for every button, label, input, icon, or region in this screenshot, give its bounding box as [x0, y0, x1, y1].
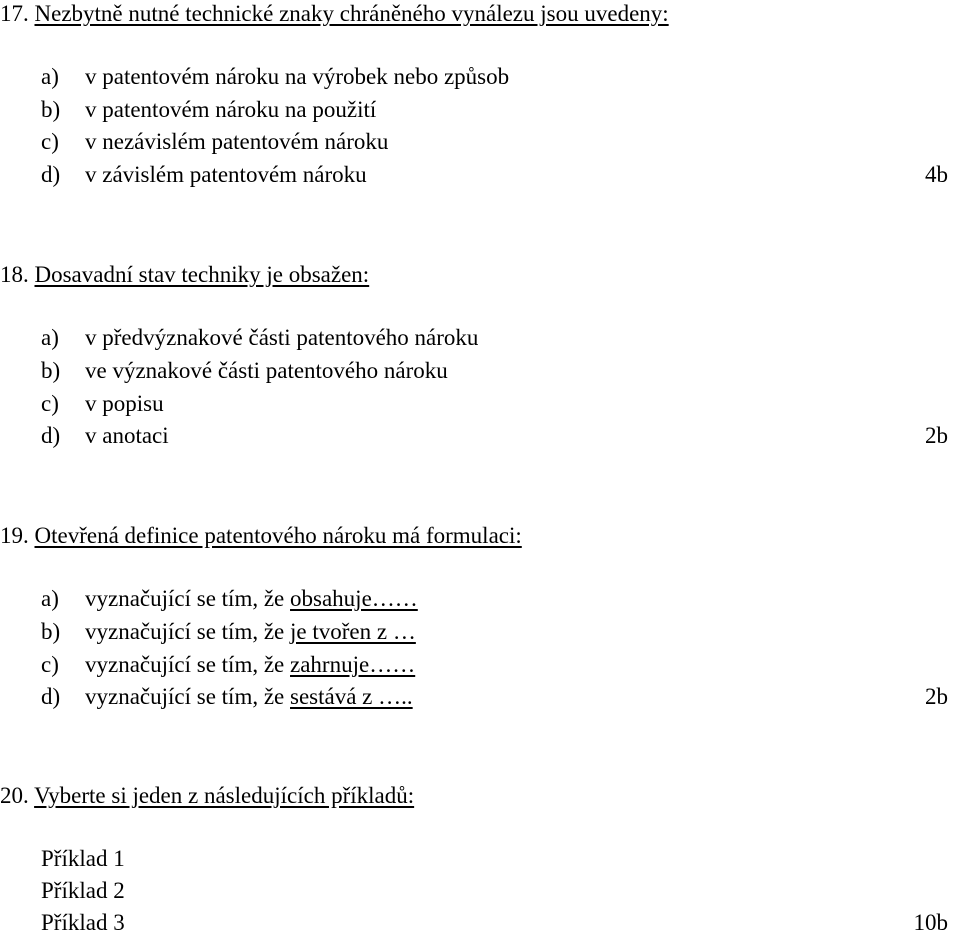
- option-prefix: vyznačující se tím, že: [85, 619, 291, 644]
- example-1: Příklad 1: [41, 846, 125, 871]
- points-19: 2b: [925, 684, 948, 709]
- question-title: Otevřená definice patentového nároku má formulaci:: [34, 523, 522, 548]
- option-17b: [41, 96, 376, 124]
- option-19a: [41, 585, 418, 613]
- option-letter: d): [41, 684, 61, 709]
- question-number: 20.: [0, 783, 29, 808]
- option-17d: [41, 161, 367, 189]
- option-prefix: vyznačující se tím, že: [85, 684, 291, 709]
- question-19-heading: [0, 522, 522, 550]
- example-2: Příklad 2: [41, 878, 125, 903]
- option-letter: b): [41, 358, 61, 383]
- option-letter: c): [41, 391, 59, 416]
- option-19d: [41, 683, 413, 711]
- question-number: 17.: [0, 1, 29, 26]
- option-prefix: vyznačující se tím, že: [85, 652, 291, 677]
- option-18d: [41, 422, 169, 450]
- option-text: v závislém patentovém nároku: [85, 162, 367, 187]
- option-underlined-text: je tvořen z …: [290, 619, 416, 644]
- option-underlined-text: zahrnuje……: [290, 652, 416, 677]
- example-3: Příklad 3: [41, 910, 125, 935]
- option-text: v nezávislém patentovém nároku: [85, 129, 389, 154]
- option-letter: d): [41, 162, 61, 187]
- option-19c: [41, 651, 415, 679]
- option-prefix: vyznačující se tím, že: [85, 586, 291, 611]
- option-text: v anotaci: [85, 423, 169, 448]
- option-letter: c): [41, 129, 59, 154]
- question-title: Nezbytně nutné technické znaky chráněného vynálezu jsou uvedeny:: [34, 1, 669, 26]
- question-20-heading: [0, 782, 414, 810]
- option-18b: [41, 357, 448, 385]
- option-letter: b): [41, 97, 61, 122]
- option-underlined-text: sestává z …..: [290, 684, 413, 709]
- option-letter: d): [41, 423, 61, 448]
- option-letter: a): [41, 64, 59, 89]
- option-letter: a): [41, 586, 59, 611]
- question-number: 19.: [0, 523, 29, 548]
- option-17a: [41, 63, 509, 91]
- option-text: v popisu: [85, 391, 164, 416]
- option-underlined-text: obsahuje……: [290, 586, 418, 611]
- question-number: 18.: [0, 262, 29, 287]
- question-18-heading: [0, 261, 369, 289]
- option-letter: c): [41, 652, 59, 677]
- option-17c: [41, 128, 388, 156]
- question-title: Dosavadní stav techniky je obsažen:: [34, 262, 370, 287]
- points-20: 10b: [913, 910, 948, 935]
- option-18c: [41, 390, 164, 418]
- question-title: Vyberte si jeden z následujících příkladů:: [34, 783, 415, 808]
- question-17-heading: [0, 0, 669, 28]
- points-17: 4b: [925, 162, 948, 187]
- option-18a: [41, 324, 478, 352]
- option-text: ve význakové části patentového nároku: [85, 358, 448, 383]
- option-letter: a): [41, 325, 59, 350]
- option-text: v předvýznakové části patentového nároku: [85, 325, 479, 350]
- option-text: v patentovém nároku na výrobek nebo způsob: [85, 64, 510, 89]
- option-19b: [41, 618, 416, 646]
- option-letter: b): [41, 619, 61, 644]
- option-text: v patentovém nároku na použití: [85, 97, 377, 122]
- points-18: 2b: [925, 423, 948, 448]
